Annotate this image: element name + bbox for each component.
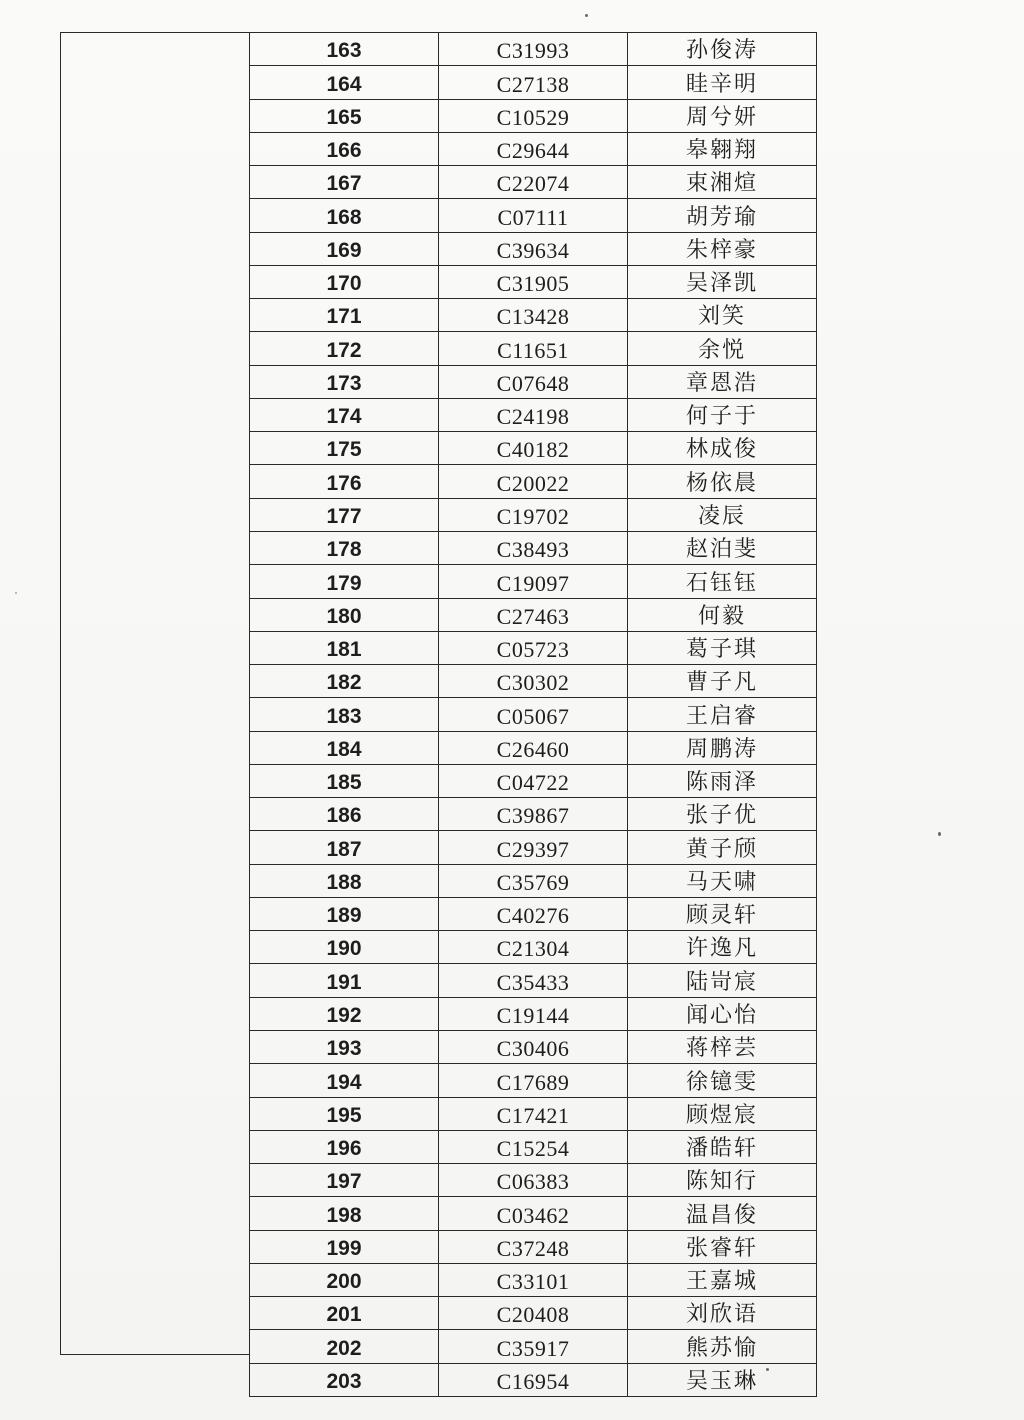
table-row	[250, 831, 817, 864]
row-name: 徐镱雯	[628, 1064, 817, 1097]
row-code: C35769	[439, 864, 628, 897]
row-number: 190	[250, 931, 439, 964]
row-number: 182	[250, 665, 439, 698]
row-code: C21304	[439, 931, 628, 964]
row-number: 203	[250, 1363, 439, 1396]
row-code: C20408	[439, 1297, 628, 1330]
row-number: 166	[250, 132, 439, 165]
row-number: 193	[250, 1030, 439, 1063]
row-code: C22074	[439, 166, 628, 199]
row-code: C05723	[439, 631, 628, 664]
table-row	[250, 199, 817, 232]
row-name: 王嘉城	[628, 1263, 817, 1296]
row-name: 何子于	[628, 398, 817, 431]
row-number: 183	[250, 698, 439, 731]
row-name: 皋翱翔	[628, 132, 817, 165]
row-name: 林成俊	[628, 432, 817, 465]
row-name: 胡芳瑜	[628, 199, 817, 232]
table-row	[250, 99, 817, 132]
row-code: C39867	[439, 798, 628, 831]
table-row	[250, 398, 817, 431]
row-number: 200	[250, 1263, 439, 1296]
table-row	[250, 631, 817, 664]
row-code: C40276	[439, 897, 628, 930]
table-row	[250, 931, 817, 964]
table-row	[250, 1097, 817, 1130]
roster-table	[249, 32, 817, 1397]
row-code: C19144	[439, 997, 628, 1030]
row-number: 196	[250, 1130, 439, 1163]
table-row	[250, 698, 817, 731]
row-number: 188	[250, 864, 439, 897]
row-name: 陈雨泽	[628, 764, 817, 797]
table-row	[250, 365, 817, 398]
row-code: C27463	[439, 598, 628, 631]
row-number: 171	[250, 299, 439, 332]
row-number: 168	[250, 199, 439, 232]
row-name: 吴玉琳	[628, 1363, 817, 1396]
row-name: 马天啸	[628, 864, 817, 897]
row-number: 194	[250, 1064, 439, 1097]
row-name: 顾灵轩	[628, 897, 817, 930]
row-code: C07111	[439, 199, 628, 232]
row-number: 195	[250, 1097, 439, 1130]
table-row	[250, 764, 817, 797]
row-code: C10529	[439, 99, 628, 132]
scan-speck	[15, 592, 17, 594]
row-name: 石钰钰	[628, 565, 817, 598]
row-number: 163	[250, 33, 439, 66]
row-number: 184	[250, 731, 439, 764]
row-code: C15254	[439, 1130, 628, 1163]
row-code: C13428	[439, 299, 628, 332]
table-row	[250, 132, 817, 165]
row-code: C19702	[439, 498, 628, 531]
scan-speck	[585, 14, 588, 17]
row-code: C06383	[439, 1164, 628, 1197]
table-row	[250, 332, 817, 365]
row-number: 169	[250, 232, 439, 265]
row-name: 朱梓豪	[628, 232, 817, 265]
row-name: 刘欣语	[628, 1297, 817, 1330]
row-name: 凌辰	[628, 498, 817, 531]
row-code: C33101	[439, 1263, 628, 1296]
row-code: C35917	[439, 1330, 628, 1363]
row-number: 179	[250, 565, 439, 598]
row-code: C35433	[439, 964, 628, 997]
row-code: C05067	[439, 698, 628, 731]
row-name: 吴泽凯	[628, 265, 817, 298]
row-code: C19097	[439, 565, 628, 598]
table-row	[250, 1330, 817, 1363]
row-name: 何毅	[628, 598, 817, 631]
row-code: C03462	[439, 1197, 628, 1230]
row-name: 蒋梓芸	[628, 1030, 817, 1063]
table-row	[250, 66, 817, 99]
scan-speck	[766, 1368, 769, 1371]
row-number: 167	[250, 166, 439, 199]
row-number: 189	[250, 897, 439, 930]
row-number: 199	[250, 1230, 439, 1263]
row-code: C11651	[439, 332, 628, 365]
table-row	[250, 465, 817, 498]
row-number: 172	[250, 332, 439, 365]
row-name: 葛子琪	[628, 631, 817, 664]
row-number: 187	[250, 831, 439, 864]
table-row	[250, 498, 817, 531]
table-row	[250, 731, 817, 764]
row-code: C30302	[439, 665, 628, 698]
row-number: 175	[250, 432, 439, 465]
row-name: 束湘煊	[628, 166, 817, 199]
row-name: 温昌俊	[628, 1197, 817, 1230]
row-name: 张睿轩	[628, 1230, 817, 1263]
table-row	[250, 166, 817, 199]
row-number: 185	[250, 764, 439, 797]
row-name: 黄子颀	[628, 831, 817, 864]
row-number: 173	[250, 365, 439, 398]
table-row	[250, 232, 817, 265]
scan-speck	[938, 832, 941, 836]
table-row	[250, 997, 817, 1030]
table-row	[250, 531, 817, 564]
row-code: C31993	[439, 33, 628, 66]
row-number: 176	[250, 465, 439, 498]
row-code: C37248	[439, 1230, 628, 1263]
row-name: 闻心怡	[628, 997, 817, 1030]
row-number: 197	[250, 1164, 439, 1197]
row-name: 周兮妍	[628, 99, 817, 132]
table-row	[250, 1197, 817, 1230]
row-code: C40182	[439, 432, 628, 465]
table-row	[250, 798, 817, 831]
row-name: 许逸凡	[628, 931, 817, 964]
row-code: C31905	[439, 265, 628, 298]
row-name: 王启睿	[628, 698, 817, 731]
table-row	[250, 1130, 817, 1163]
row-number: 178	[250, 531, 439, 564]
row-code: C17421	[439, 1097, 628, 1130]
table-row	[250, 1064, 817, 1097]
row-number: 202	[250, 1330, 439, 1363]
table-row	[250, 1030, 817, 1063]
row-code: C39634	[439, 232, 628, 265]
row-name: 潘皓轩	[628, 1130, 817, 1163]
row-number: 191	[250, 964, 439, 997]
row-number: 174	[250, 398, 439, 431]
row-number: 192	[250, 997, 439, 1030]
row-name: 眭辛明	[628, 66, 817, 99]
row-number: 198	[250, 1197, 439, 1230]
roster-body	[250, 33, 817, 1397]
table-row	[250, 897, 817, 930]
row-code: C26460	[439, 731, 628, 764]
row-name: 陈知行	[628, 1164, 817, 1197]
row-number: 181	[250, 631, 439, 664]
row-code: C29397	[439, 831, 628, 864]
row-code: C27138	[439, 66, 628, 99]
row-code: C04722	[439, 764, 628, 797]
row-name: 张子优	[628, 798, 817, 831]
row-name: 杨依晨	[628, 465, 817, 498]
table-row	[250, 864, 817, 897]
merged-left-cell	[60, 32, 249, 1355]
row-code: C17689	[439, 1064, 628, 1097]
table-row	[250, 1164, 817, 1197]
table-row	[250, 33, 817, 66]
table-row	[250, 432, 817, 465]
table-row	[250, 1263, 817, 1296]
row-name: 周鹏涛	[628, 731, 817, 764]
row-code: C30406	[439, 1030, 628, 1063]
row-code: C20022	[439, 465, 628, 498]
table-row	[250, 1363, 817, 1396]
row-number: 165	[250, 99, 439, 132]
table-row	[250, 265, 817, 298]
row-name: 刘笑	[628, 299, 817, 332]
table-row	[250, 665, 817, 698]
row-number: 186	[250, 798, 439, 831]
table-row	[250, 1230, 817, 1263]
table-row	[250, 1297, 817, 1330]
row-name: 章恩浩	[628, 365, 817, 398]
table-row	[250, 299, 817, 332]
row-code: C29644	[439, 132, 628, 165]
row-name: 孙俊涛	[628, 33, 817, 66]
row-number: 201	[250, 1297, 439, 1330]
row-number: 170	[250, 265, 439, 298]
row-name: 顾煜宸	[628, 1097, 817, 1130]
row-number: 177	[250, 498, 439, 531]
row-code: C38493	[439, 531, 628, 564]
row-name: 陆岢宸	[628, 964, 817, 997]
row-code: C16954	[439, 1363, 628, 1396]
table-row	[250, 565, 817, 598]
row-name: 赵泊斐	[628, 531, 817, 564]
row-code: C07648	[439, 365, 628, 398]
row-number: 180	[250, 598, 439, 631]
row-name: 熊苏愉	[628, 1330, 817, 1363]
row-name: 余悦	[628, 332, 817, 365]
row-number: 164	[250, 66, 439, 99]
table-row	[250, 964, 817, 997]
table-row	[250, 598, 817, 631]
row-name: 曹子凡	[628, 665, 817, 698]
row-code: C24198	[439, 398, 628, 431]
